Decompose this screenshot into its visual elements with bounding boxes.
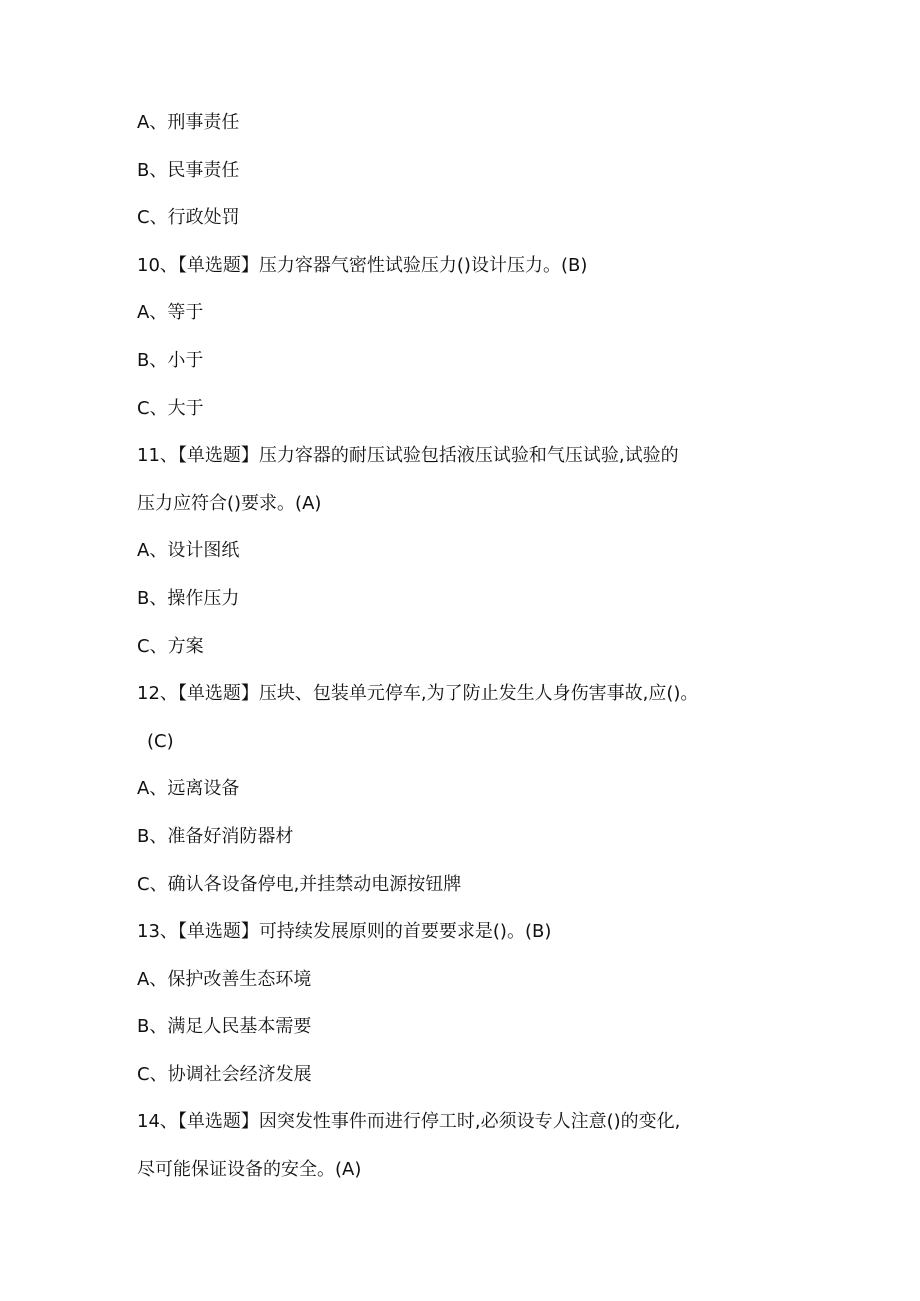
question-14-stem-line2: 尽可能保证设备的安全。(A) [137,1159,362,1181]
question-12-stem-line2: (C) [147,730,174,752]
question-14-stem-line1: 14、【单选题】因突发性事件而进行停工时,必须设专人注意()的变化, [137,1111,681,1133]
question-10-stem: 10、【单选题】压力容器气密性试验压力()设计压力。(B) [137,254,588,276]
question-13-stem: 13、【单选题】可持续发展原则的首要要求是()。(B) [137,921,552,943]
option-c: C、行政处罚 [137,207,240,229]
question-11-stem-line2: 压力应符合()要求。(A) [137,492,322,514]
option-a: A、保护改善生态环境 [137,968,312,990]
option-b: B、满足人民基本需要 [137,1016,312,1038]
option-b: B、民事责任 [137,159,240,181]
option-a: A、设计图纸 [137,540,240,562]
question-11-stem-line1: 11、【单选题】压力容器的耐压试验包括液压试验和气压试验,试验的 [137,445,679,467]
document-page [137,110,837,1183]
option-c: C、方案 [137,635,204,657]
option-b: B、操作压力 [137,587,240,609]
option-a: A、等于 [137,302,204,324]
option-c: C、大于 [137,397,204,419]
option-c: C、确认各设备停电,并挂禁动电源按钮牌 [137,873,462,895]
option-c: C、协调社会经济发展 [137,1063,312,1085]
option-a: A、刑事责任 [137,112,240,133]
option-a: A、远离设备 [137,778,240,800]
option-b: B、准备好消防器材 [137,825,294,847]
option-b: B、小于 [137,349,204,371]
question-12-stem-line1: 12、【单选题】压块、包装单元停车,为了防止发生人身伤害事故,应()。 [137,683,699,705]
